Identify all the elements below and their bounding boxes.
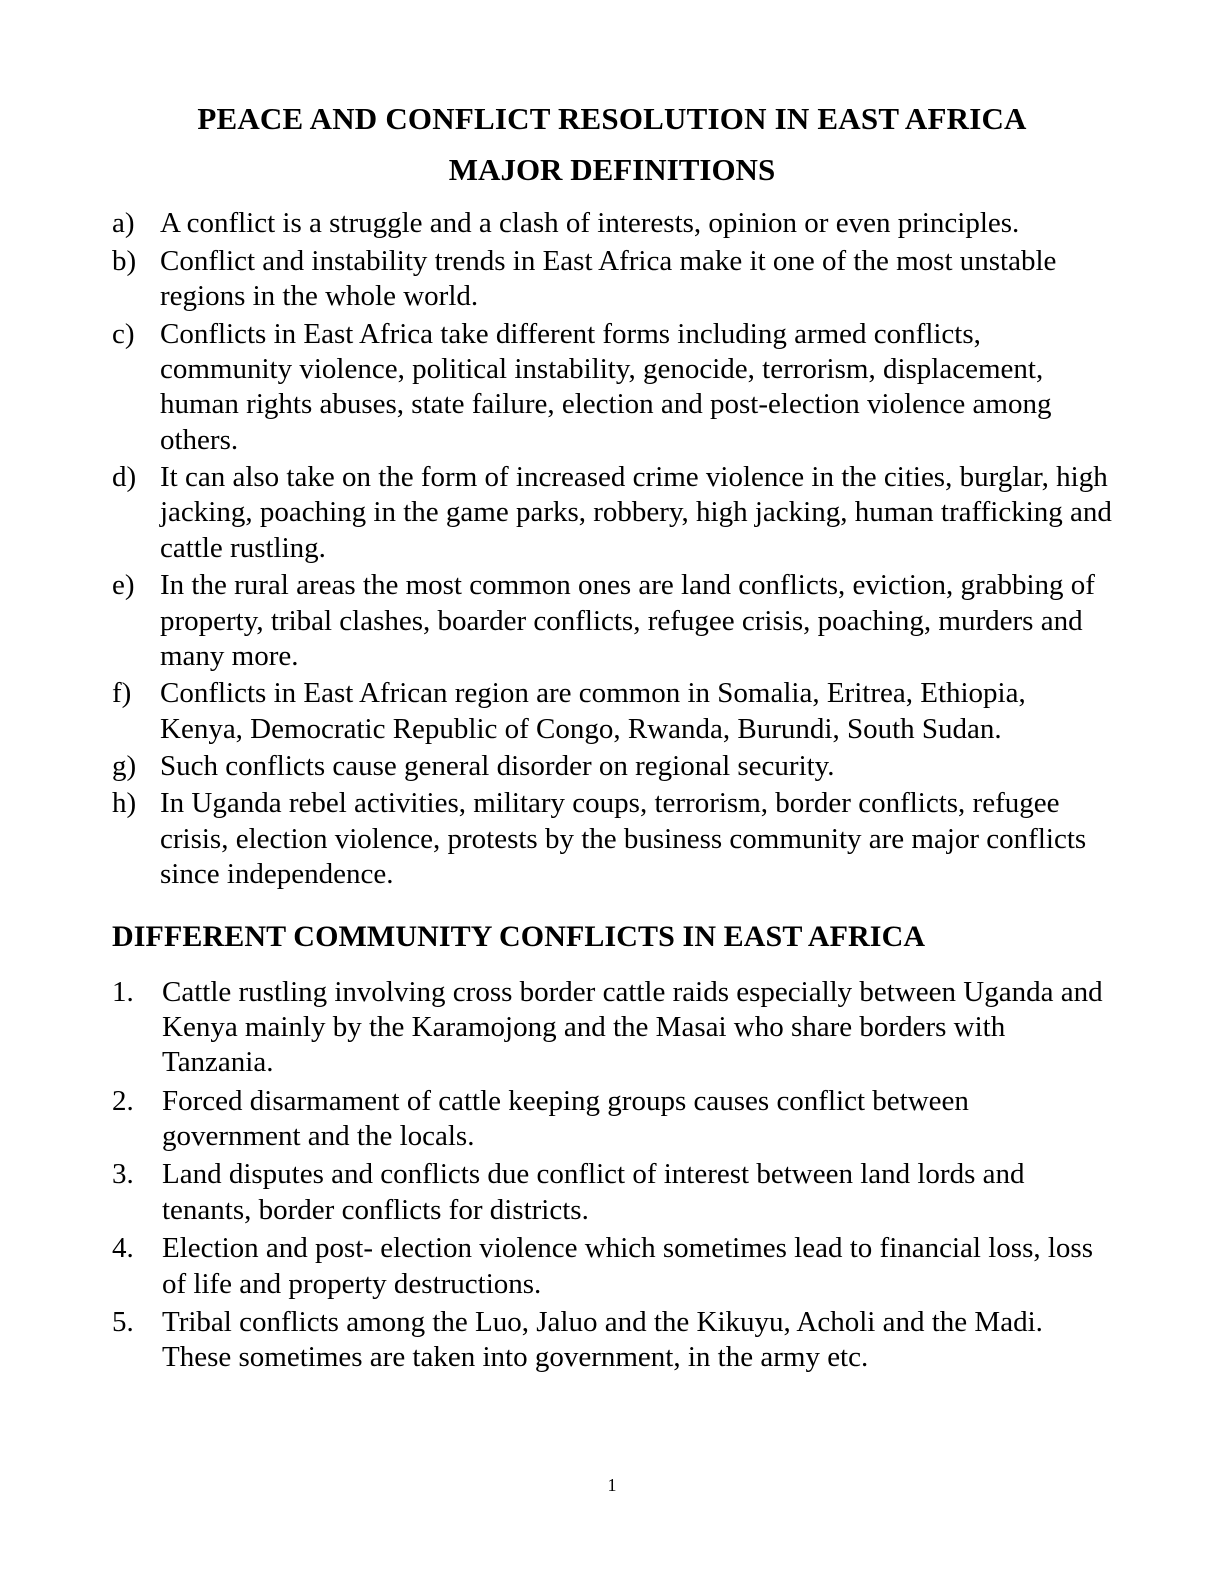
list-item: [112, 1084, 1112, 1155]
list-item: [112, 206, 1112, 241]
list-item-text: Forced disarmament of cattle keeping groups causes conflict between government and the locals.: [162, 1084, 969, 1152]
list-item: [112, 460, 1112, 566]
list-item: [112, 676, 1112, 747]
list-item-marker: 4.: [112, 1232, 134, 1265]
list-item-text: In Uganda rebel activities, military coups, terrorism, border conflicts, refugee crisis, election violence, protests by the business community are major conflicts since independence.: [160, 787, 1087, 891]
list-item-text: Conflicts in East Africa take different forms including armed conflicts, community violence, political instability, genocide, terrorism, displacement, human rights abuses, state failure, election and post-election violence among others.: [160, 317, 1052, 456]
list-item-marker: c): [112, 317, 135, 350]
definitions-list: [112, 206, 1112, 892]
list-item-text: Conflicts in East African region are common in Somalia, Eritrea, Ethiopia, Kenya, Democratic Republic of Congo, Rwanda, Burundi, South Sudan.: [160, 677, 1026, 745]
list-item: [112, 244, 1112, 315]
list-item: [112, 568, 1112, 674]
list-item-marker: e): [112, 569, 135, 602]
list-item-marker: d): [112, 461, 137, 493]
list-item-marker: 1.: [112, 975, 134, 1008]
section-heading: DIFFERENT COMMUNITY CONFLICTS IN EAST AFRICA: [112, 919, 926, 953]
list-item-text: It can also take on the form of increased crime violence in the cities, burglar, high jacking, poaching in the game parks, robbery, high jacking, human trafficking and cattle rustling.: [160, 461, 1112, 564]
list-item: [112, 1231, 1112, 1302]
list-item-marker: 2.: [112, 1084, 134, 1117]
list-item-text: In the rural areas the most common ones are land conflicts, eviction, grabbing of property, tribal clashes, boarder conflicts, refugee crisis, poaching, murders and many more.: [160, 569, 1095, 672]
page-number: 1: [607, 1475, 617, 1495]
list-item-marker: 3.: [112, 1158, 134, 1191]
list-item-text: A conflict is a struggle and a clash of interests, opinion or even principles.: [160, 207, 1020, 240]
list-item-marker: f): [112, 677, 132, 710]
list-item: [112, 1157, 1112, 1228]
list-item: [112, 1305, 1112, 1376]
list-item-marker: 5.: [112, 1305, 134, 1338]
list-item: [112, 975, 1112, 1081]
list-item-marker: b): [112, 244, 137, 277]
list-item: [112, 786, 1112, 892]
list-item-marker: g): [112, 750, 137, 782]
list-item-text: Land disputes and conflicts due conflict of interest between land lords and tenants, border conflicts for districts.: [162, 1158, 1025, 1226]
list-item-marker: h): [112, 787, 137, 820]
list-item-marker: a): [112, 207, 135, 240]
list-item-text: Tribal conflicts among the Luo, Jaluo and the Kikuyu, Acholi and the Madi. These sometimes are taken into government, in the army etc.: [162, 1305, 1043, 1374]
list-item-text: Election and post- election violence which sometimes lead to financial loss, loss of life and property destructions.: [162, 1232, 1093, 1300]
page-title: PEACE AND CONFLICT RESOLUTION IN EAST AFRICA: [197, 101, 1027, 136]
page-subtitle: MAJOR DEFINITIONS: [448, 152, 776, 188]
list-item-text: Cattle rustling involving cross border cattle raids especially between Uganda and Kenya mainly by the Karamojong and the Masai who share borders with Tanzania.: [162, 975, 1103, 1079]
community-conflicts-list: [112, 975, 1112, 1376]
list-item: [112, 317, 1112, 459]
list-item-text: Such conflicts cause general disorder on regional security.: [160, 750, 835, 782]
list-item-text: Conflict and instability trends in East Africa make it one of the most unstable regions in the whole world.: [160, 244, 1057, 313]
list-item: [112, 749, 1112, 784]
